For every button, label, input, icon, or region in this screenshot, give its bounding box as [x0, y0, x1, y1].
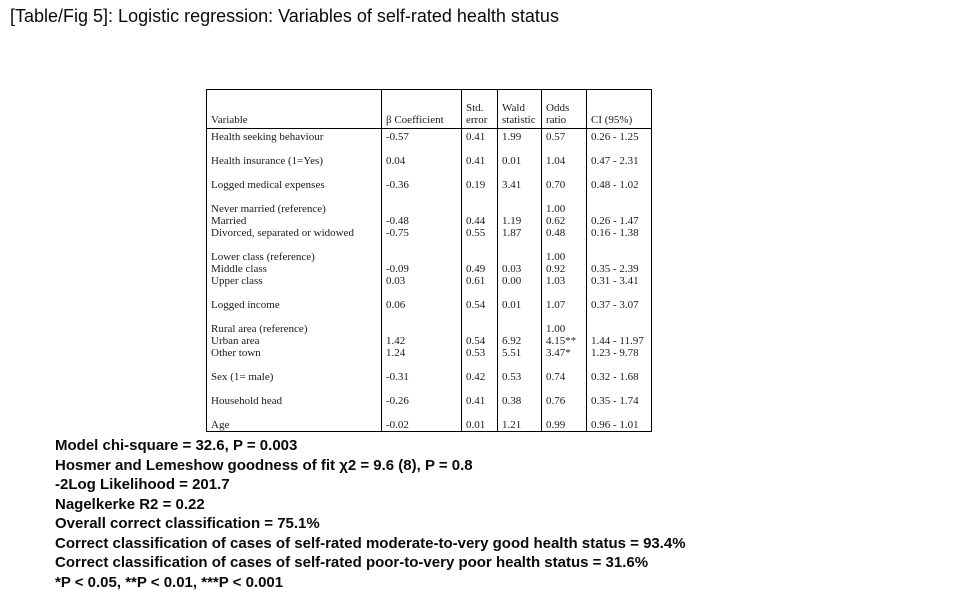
table-cell: 0.53 [462, 347, 498, 359]
table-cell [207, 383, 382, 395]
table-cell [498, 287, 542, 299]
table-row [207, 129, 652, 144]
table-cell: 1.04 [542, 155, 587, 167]
table-cell [462, 407, 498, 419]
table-cell: 0.35 - 2.39 [587, 263, 652, 275]
note-line: Nagelkerke R2 = 0.22 [55, 495, 205, 513]
table-cell: 0.01 [498, 155, 542, 167]
table-cell: -0.26 [382, 395, 462, 407]
table-cell: Rural area (reference) [211, 323, 308, 335]
table-cell [207, 407, 382, 419]
table-cell: 3.47* [542, 347, 587, 359]
note-line: -2Log Likelihood = 201.7 [55, 476, 230, 493]
table-cell: 0.38 [498, 395, 542, 407]
table-cell [462, 143, 498, 155]
table-cell: 0.70 [542, 179, 587, 191]
spacer-row [207, 359, 652, 371]
table-cell: 0.44 [462, 215, 498, 227]
spacer-row [207, 287, 652, 299]
column-header: Odds ratio [542, 90, 587, 129]
table-cell [587, 251, 652, 263]
table-cell [382, 191, 462, 203]
table-cell [382, 407, 462, 419]
table-cell: 0.42 [462, 371, 498, 383]
table-cell [542, 287, 587, 299]
table-cell: -0.09 [382, 263, 462, 275]
table-row [207, 179, 652, 191]
table-cell: 0.74 [542, 371, 587, 383]
table-cell: 0.53 [498, 371, 542, 383]
table-cell [498, 167, 542, 179]
table-cell [498, 203, 542, 215]
table-cell: 0.54 [462, 299, 498, 311]
table-cell [382, 251, 462, 263]
table-cell [498, 383, 542, 395]
table-row [207, 155, 652, 167]
table-row [207, 275, 652, 287]
table-cell: 0.41 [462, 155, 498, 167]
note-line: *P < 0.05, **P < 0.01, ***P < 0.001 [55, 573, 284, 591]
table-cell [207, 311, 382, 323]
table-cell: 1.21 [498, 419, 542, 432]
table-cell [587, 383, 652, 395]
table-cell: 0.49 [462, 263, 498, 275]
table-cell [542, 167, 587, 179]
table-cell: 0.16 - 1.38 [587, 227, 652, 239]
table-cell: 1.23 - 9.78 [587, 347, 652, 359]
table-row [207, 395, 652, 407]
table-cell: 0.03 [498, 263, 542, 275]
table-cell: Logged income [211, 299, 280, 311]
table-cell: 0.92 [542, 263, 587, 275]
table-cell: 0.32 - 1.68 [587, 371, 652, 383]
table-cell: 0.96 - 1.01 [587, 419, 652, 432]
note-line: Model chi-square = 32.6, P = 0.003 [55, 437, 298, 454]
table-cell [462, 323, 498, 335]
table-cell [587, 191, 652, 203]
table-row [207, 203, 652, 215]
column-header: Variable [207, 90, 382, 129]
table-cell [587, 311, 652, 323]
table-row [207, 227, 652, 239]
table-cell: 0.06 [382, 299, 462, 311]
table-cell: 1.19 [498, 215, 542, 227]
table-cell [587, 167, 652, 179]
table-cell [462, 383, 498, 395]
table-cell: 1.99 [498, 129, 542, 144]
regression-table [206, 89, 652, 432]
table-row [207, 263, 652, 275]
table-row [207, 299, 652, 311]
table-cell: 1.03 [542, 275, 587, 287]
table-cell [462, 251, 498, 263]
table-cell [498, 251, 542, 263]
table-row [207, 215, 652, 227]
table-body [207, 129, 652, 432]
table-row [207, 347, 652, 359]
table-cell: 0.99 [542, 419, 587, 432]
table-cell: -0.57 [382, 129, 462, 144]
spacer-row [207, 143, 652, 155]
table-cell [542, 191, 587, 203]
table-cell: 0.54 [462, 335, 498, 347]
note-line: Hosmer and Lemeshow goodness of fit χ2 = 9.6 (8), P = 0.8 [55, 456, 473, 474]
table-cell [207, 167, 382, 179]
table-cell: 6.92 [498, 335, 542, 347]
table-cell: Middle class [211, 263, 267, 275]
table-cell: -0.48 [382, 215, 462, 227]
table-cell: 0.01 [462, 419, 498, 432]
table-cell: 0.19 [462, 179, 498, 191]
table-cell [498, 311, 542, 323]
table-cell [382, 287, 462, 299]
column-header: CI (95%) [587, 90, 652, 129]
table-cell: -0.36 [382, 179, 462, 191]
table-cell: 0.41 [462, 129, 498, 144]
table-cell: -0.75 [382, 227, 462, 239]
table-row [207, 419, 652, 432]
column-header: β Coefficient [382, 90, 462, 129]
table-cell: Never married (reference) [211, 203, 326, 215]
table-cell: 0.26 - 1.25 [587, 129, 652, 144]
table-cell: Logged medical expenses [211, 179, 325, 191]
note-line: Overall correct classification = 75.1% [55, 515, 320, 532]
table-cell: 0.55 [462, 227, 498, 239]
spacer-row [207, 167, 652, 179]
table-cell: 0.48 [542, 227, 587, 239]
table-row [207, 371, 652, 383]
table-cell: 0.26 - 1.47 [587, 215, 652, 227]
table-cell: 0.61 [462, 275, 498, 287]
table-cell: 0.35 - 1.74 [587, 395, 652, 407]
table-cell: Health insurance (1=Yes) [211, 155, 324, 167]
table-cell [462, 311, 498, 323]
column-header: Wald statistic [498, 90, 542, 129]
table-cell: 1.42 [382, 335, 462, 347]
table-cell [498, 359, 542, 371]
table-cell: Health seeking behaviour [211, 131, 324, 143]
note-line: Correct classification of cases of self-rated moderate-to-very good health status = 93.4% [55, 534, 686, 552]
table-row [207, 323, 652, 335]
table-cell: 0.62 [542, 215, 587, 227]
table-cell [382, 167, 462, 179]
table-cell: Age [211, 419, 230, 431]
table-cell [382, 311, 462, 323]
table-cell [462, 167, 498, 179]
table-cell: 3.41 [498, 179, 542, 191]
table-cell: 1.87 [498, 227, 542, 239]
table-cell: 1.00 [542, 323, 587, 335]
table-cell: Household head [211, 395, 283, 407]
spacer-row [207, 407, 652, 419]
table-cell [498, 191, 542, 203]
table-cell [207, 143, 382, 155]
table-cell [498, 407, 542, 419]
table-cell: Urban area [211, 335, 260, 347]
model-statistics [55, 436, 686, 592]
table-cell: 1.00 [542, 203, 587, 215]
table-row [207, 335, 652, 347]
table-cell: 0.01 [498, 299, 542, 311]
spacer-row [207, 191, 652, 203]
table-cell [462, 191, 498, 203]
table-cell [542, 311, 587, 323]
table-cell: 0.41 [462, 395, 498, 407]
table-cell [382, 383, 462, 395]
table-cell [207, 239, 382, 251]
table-cell: 0.76 [542, 395, 587, 407]
table-cell [498, 239, 542, 251]
table-cell [382, 359, 462, 371]
table-cell: 0.57 [542, 129, 587, 144]
table-cell [207, 359, 382, 371]
table-cell: 0.03 [382, 275, 462, 287]
table-cell [207, 191, 382, 203]
table-cell [462, 359, 498, 371]
column-header: Std. error [462, 90, 498, 129]
table-cell [587, 203, 652, 215]
table-cell [498, 323, 542, 335]
table-cell: 1.24 [382, 347, 462, 359]
table-cell: Other town [211, 347, 261, 359]
table-cell: 0.37 - 3.07 [587, 299, 652, 311]
table-cell [382, 323, 462, 335]
table-cell: -0.02 [382, 419, 462, 432]
table-cell: Married [211, 215, 247, 227]
table-cell [462, 203, 498, 215]
table-cell: 0.04 [382, 155, 462, 167]
table-cell [587, 143, 652, 155]
table-cell [587, 239, 652, 251]
table-cell: 5.51 [498, 347, 542, 359]
table-cell: 0.47 - 2.31 [587, 155, 652, 167]
table-cell [542, 383, 587, 395]
table-cell: 0.00 [498, 275, 542, 287]
table-cell [587, 323, 652, 335]
figure-title: [Table/Fig 5]: Logistic regression: Variables of self-rated health status [10, 6, 559, 26]
note-line: Correct classification of cases of self-rated poor-to-very poor health status = 31.6% [55, 554, 649, 571]
table-cell: Upper class [211, 275, 263, 287]
table-cell: 1.00 [542, 251, 587, 263]
table-cell: Divorced, separated or widowed [211, 227, 354, 239]
table-cell [462, 239, 498, 251]
header-row [207, 90, 652, 129]
table-cell [462, 287, 498, 299]
table-cell [382, 143, 462, 155]
table-cell [542, 239, 587, 251]
table-row [207, 251, 652, 263]
table-cell [587, 407, 652, 419]
table-cell [542, 143, 587, 155]
table-cell: 1.07 [542, 299, 587, 311]
table-cell [382, 203, 462, 215]
table-cell [382, 239, 462, 251]
table-cell [498, 143, 542, 155]
table-cell: Sex (1= male) [211, 371, 274, 383]
table-cell [587, 359, 652, 371]
table-cell: Lower class (reference) [211, 251, 315, 263]
table-cell [207, 287, 382, 299]
table-header [207, 90, 652, 129]
table-cell: -0.31 [382, 371, 462, 383]
table-cell [587, 287, 652, 299]
table-cell: 1.44 - 11.97 [587, 335, 652, 347]
table-cell: 4.15** [542, 335, 587, 347]
table-cell: 0.31 - 3.41 [587, 275, 652, 287]
spacer-row [207, 311, 652, 323]
table-cell: 0.48 - 1.02 [587, 179, 652, 191]
table-cell [542, 359, 587, 371]
table-cell [542, 407, 587, 419]
spacer-row [207, 239, 652, 251]
spacer-row [207, 383, 652, 395]
